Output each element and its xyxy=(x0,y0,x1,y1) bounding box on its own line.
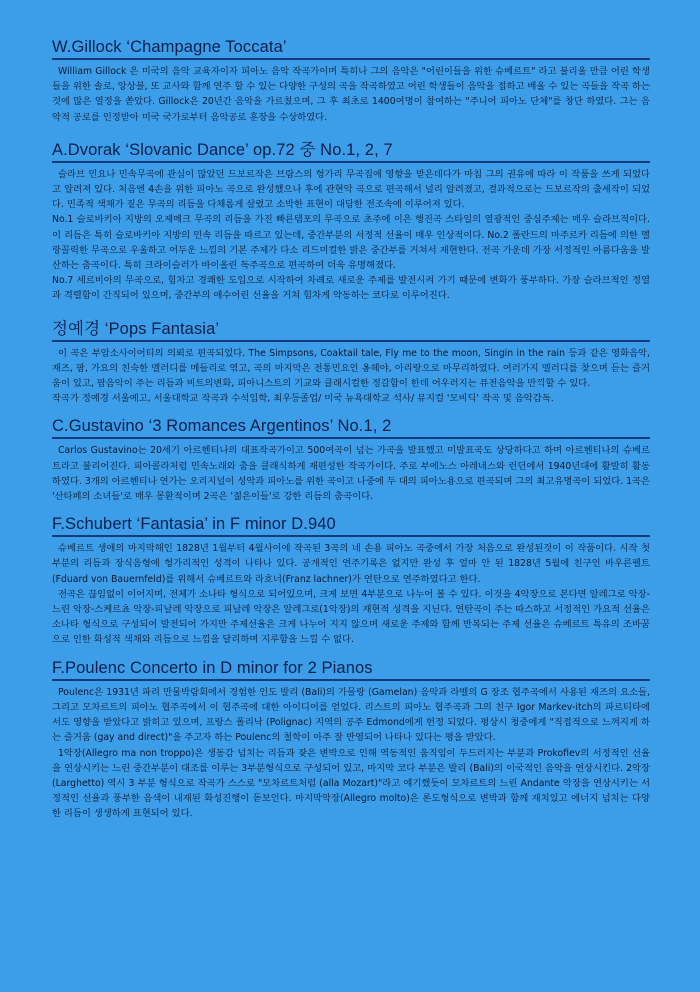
section-title: 정예경 ‘Pops Fantasia’ xyxy=(52,319,220,338)
section-paragraph: 전곡은 끊임없이 이어지며, 전체가 소나타 형식으로 되어있으며, 크게 보면 4부분으로 나누어 볼 수 있다. 이것을 4악장으로 본다면 알레그로 악장-느린 악장-스케르쵸 악장-피날레 악장으로 피날레 악장은 알레그로(1악장)의 재현적 성격을 지닌다. 연탄곡이 주는 따스하고 서정적인 가요적 선율은 소나타 형식으로 구성되어 발전되어 가지만 주제선율은 크게 나누어 지지 않으며 새로운 주제와 함께 반복되는 주제 선율은 슈베르트 특유의 조바꿈으로 인한 화성적 색채와 리듬으로 느낌을 달리하며 지루함을 느낄 수 없다. xyxy=(52,588,650,646)
section-gillock xyxy=(52,38,650,125)
section-paragraph: Carlos Gustavino는 20세기 아르헨티나의 대표작곡가이고 500여곡이 넘는 가곡을 발표했고 미발표곡도 상당하다고 하며 아르헨티나의 슈베르트라고 불리어진다. 피아콜라처럼 민속노래와 춤을 클래식하게 재편성한 작곡가이다. 주로 부에노스 아레네스와 런던에서 1940년대에 활발히 활동하였다. 3개의 아르헨티나 연가는 오리지널이 성악과 피아노를 위한 곡이고 나중에 두 대의 피아노용으로 편곡되며 그의 최고유명곡이 되었다. 1곡은 '산타페의 소녀들'로 매우 몽환적이며 2곡은 '젊은이들'로 강한 리듬의 춤곡이다. xyxy=(52,445,650,503)
section-title: A.Dvorak ‘Slovanic Dance’ op.72 중 No.1, 2, 7 xyxy=(52,140,393,159)
section-title: W.Gillock ‘Champagne Toccata’ xyxy=(52,38,287,56)
section-gustavino xyxy=(52,417,650,504)
section-title-bar xyxy=(52,315,650,342)
section-title: C.Gustavino ‘3 Romances Argentinos’ No.1, 2 xyxy=(52,417,392,436)
section-paragraph: 슈베르트 생애의 마지막해인 1828년 1월부터 4월사이에 작곡된 3곡의 네 손용 피아노 곡중에서 가장 처음으로 완성된것이 이 작품이다. 시작 첫 부분의 리듬과 장식음형에 헝가리적인 성격이 나타나 있다. 공개적인 연주기록은 없지만 완성 후 얼마 안 된 1828년 5월에 친구인 바우른펠트(Fduard von Bauernfeld)를 위해서 슈베르트와 라흐너(Franz lachner)가 연탄으로 연주하였다고 한다. xyxy=(52,543,650,585)
section-title-bar xyxy=(52,38,650,60)
section-paragraph: William Gillock 은 미국의 음악 교육자이자 피아노 음악 작곡가이며 특히나 그의 음악은 "어린이들을 위한 슈베르트" 라고 불리울 만큼 어린 학생들을 위한 솔로, 앙상블, 또 교사와 함께 연주 할 수 있는 다양한 구성의 곡을 작곡하였고 어린 학생들이 음악을 접하고 배울 수 있는 곡들을 작곡 하는 것에 많은 열정을 쏟았다. Gillock은 20년간 음악을 가르쳤으며, 그 후 최초로 1400여명이 참여하는 "주니어 피아노 단체"를 창단 하였다. 그는 음악적 공로를 인정받아 미국 국가로부터 음악공로 훈장을 수상하였다. xyxy=(52,66,650,123)
section-pops-fantasia xyxy=(52,315,650,407)
section-paragraph: 이 곡은 부암소사이어티의 의뢰로 편곡되었다. The Simpsons, Coaktail tale, Fly me to the moon, Singin in the rain 등과 같은 영화음악, 재즈, 팝, 가요의 친숙한 멜러디를 메들리로 엮고, 곡의 마지막은 전통민요인 옹헤야, 아리랑으로 마무리하였다. 여러가지 멜러디를 찾으며 듣는 즐거움이 있고, 팝음악이 주는 리듬과 비트의변화, 피아니스트의 기교와 클래시컬한 정갈함이 한데 어우러지는 퓨전음악을 만끽할 수 있다. xyxy=(52,347,650,390)
section-dvorak xyxy=(52,136,650,304)
section-schubert xyxy=(52,515,650,647)
section-paragraph: 작곡가 정예경 서울예고, 서울대학교 작곡과 수석입학, 최우등졸업/ 미국 뉴욕대학교 석사/ 뮤지컬 '모비딕' 작곡 및 음악감독. xyxy=(52,393,554,405)
section-paragraph: No.7 세르비아의 무곡으로, 힘차고 경쾌한 도입으로 시작하여 차례로 새로운 주제를 발전시켜 가기 때문에 변화가 풍부하다. 가장 슬라브적인 정열과 격렬함이 간직되어 있으며, 중간부의 애수어린 선율을 거쳐 힘차게 약동하는 코다로 이루어진다. xyxy=(52,275,650,302)
section-paragraph: 1악장(Allegro ma non troppo)은 생동감 넘치는 리듬과 잦은 변박으로 인해 역동적인 움직임이 두드러지는 부분과 Prokofiev의 서정적인 선율을 연상시키는 느린 중간부분이 대조를 이루는 3부분형식으로 구성되어 있고, 마지막 코다 부분은 발리 (Bali)의 이국적인 음악을 연상시킨다. 2악장(Larghetto) 역시 3 부분 형식으로 작곡가 스스로 "모차르트처럼 (alla Mozart)"라고 얘기했듯이 모차르트의 느린 Andante 악장을 연상시키는 서정적인 선율과 풍부한 음색이 내재된 화성진행이 돋보인다. 마지막악장(Allegro molto)은 론도형식으로 변박과 함께 재치있고 에너지 넘치는 다양한 리듬이 생생하게 표현되어 있다. xyxy=(52,747,650,820)
section-title: F.Poulenc Concerto in D minor for 2 Pianos xyxy=(52,658,373,677)
section-paragraph: 슬라브 민요나 민속무곡에 관심이 많았던 드보르작은 브람스의 헝가리 무곡집에 영향을 받은데다가 마침 그의 권유에 따라 이 작품을 쓰게 되었다고 알려져 있다. 처음엔 4손을 위한 피아노 곡으로 완성했으나 후에 관현악 곡으로 편곡해서 널리 알려졌고, 결과적으로는 드보르작의 출세작이 되었다. 민족적 색채가 짙은 무곡의 리듬을 다채롭게 살렸고 소박한 표현이 대담한 전조속에 이루어져 있다. xyxy=(52,168,650,211)
section-title-bar xyxy=(52,136,650,163)
section-title-bar xyxy=(52,659,650,681)
section-poulenc xyxy=(52,659,650,822)
section-title-bar xyxy=(52,417,650,439)
section-paragraph: Poulenc은 1931년 파리 만물박람회에서 경험한 인도 발리 (Bali)의 가믈랑 (Gamelan) 음악과 라벨의 G 장조 협주곡에서 사용된 재즈의 요소들, 그리고 모차르트의 피아노 협주곡에서 이 협주곡에 대한 아이디어를 얻었다. 리스트의 피아노 협주곡과 그의 친구 Igor Markev-itch의 파르티타에서도 영향을 받았다고 밝히고 있으며, 프랑스 폴리낙 (Polignac) 지역의 공주 Edmond에게 헌정 되었다. 평상시 청중에게 "직접적으로 느껴지게 하는 즐거움 (gay and direct)"을 주고자 하는 Poulenc의 철학이 아주 잘 반영되어 나타나 있다는 평을 받았다. xyxy=(52,686,650,744)
section-title-bar xyxy=(52,515,650,537)
section-title: F.Schubert ‘Fantasia’ in F minor D.940 xyxy=(52,515,336,534)
section-paragraph: No.1 슬로바키아 지방의 오제메크 무곡의 리듬을 가진 빠른템포의 무곡으로 초주에 이은 행진곡 스타일의 열광적인 중심주제는 매우 슬라브적이다. 이 리듬은 특히 슬로바키아 지방의 민속 리듬을 따르고 있는데, 중간부분의 서정적 선율이 매우 인상적이다. No.2 폴란드의 마주르카 리듬에 의한 멜랑꼴릭한 무곡으로 우울하고 어두운 느낌의 기본 주제가 다소 리드미컬한 밝은 중간부를 거쳐서 재현한다. 전곡 가운데 가장 서정적인 아름다움을 발산하는 춤곡이다. 특히 크라이슬러가 바이올린 독주곡으로 편곡하여 더욱 유명해졌다. xyxy=(52,214,650,272)
